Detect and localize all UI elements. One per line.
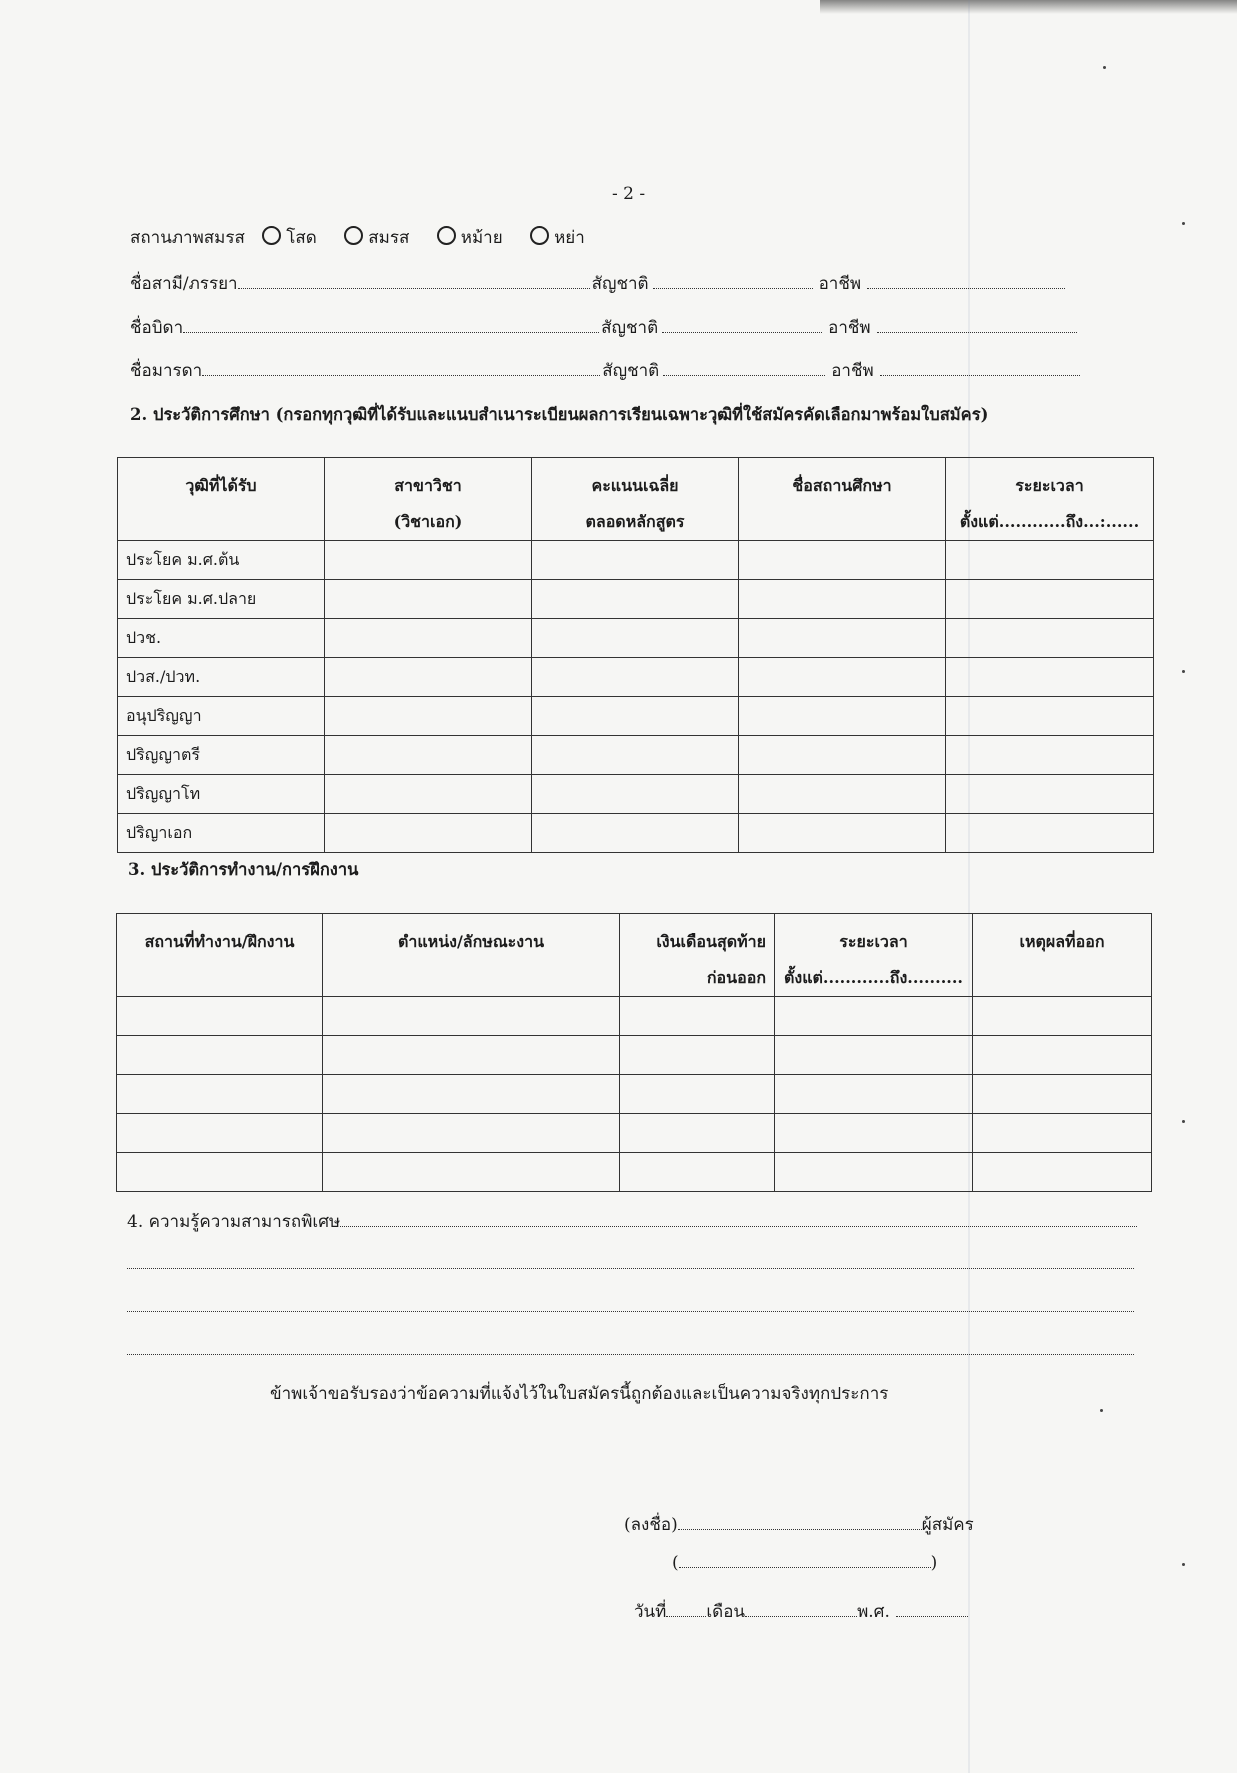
- table-cell[interactable]: [973, 1114, 1152, 1153]
- spouse-occupation-field[interactable]: [867, 274, 1065, 289]
- scan-speck: [1182, 1120, 1185, 1123]
- table-cell[interactable]: [323, 1036, 620, 1075]
- col-period: ระยะเวลา ตั้งแต่............ถึง...:......: [946, 458, 1154, 541]
- paren-open: (: [672, 1553, 679, 1573]
- date-day-label: วันที่: [634, 1602, 667, 1622]
- table-cell[interactable]: [973, 997, 1152, 1036]
- marital-status-row: [130, 224, 607, 251]
- table-cell[interactable]: [739, 619, 946, 658]
- degree-label: ประโยค ม.ศ.ปลาย: [118, 580, 325, 619]
- degree-label: ปวส./ปวท.: [118, 658, 325, 697]
- table-cell[interactable]: [323, 1153, 620, 1192]
- father-occupation-label: อาชีพ: [828, 318, 871, 338]
- table-row: [117, 1114, 1152, 1153]
- table-cell[interactable]: [117, 1075, 323, 1114]
- date-month-label: เดือน: [706, 1602, 746, 1622]
- table-cell[interactable]: [973, 1036, 1152, 1075]
- work-heading: 3. ประวัติการทำงาน/การฝึกงาน: [128, 860, 359, 879]
- mother-occupation-field[interactable]: [880, 361, 1080, 376]
- signature-field[interactable]: [678, 1515, 922, 1530]
- spouse-name-field[interactable]: [238, 274, 590, 289]
- degree-label: ปวช.: [118, 619, 325, 658]
- applicant-label: ผู้สมัคร: [921, 1515, 974, 1535]
- mother-occupation-label: อาชีพ: [831, 361, 874, 381]
- col-last-salary: เงินเดือนสุดท้าย ก่อนออก: [620, 914, 775, 997]
- spouse-occupation-label: อาชีพ: [818, 274, 862, 294]
- degree-label: ปริญญาโท: [118, 775, 325, 814]
- table-row: [118, 541, 1154, 580]
- table-cell[interactable]: [325, 580, 532, 619]
- table-cell[interactable]: [620, 1075, 775, 1114]
- table-cell[interactable]: [325, 697, 532, 736]
- col-major: สาขาวิชา (วิชาเอก): [325, 458, 532, 541]
- col-degree: วุฒิที่ได้รับ: [118, 458, 325, 541]
- sign-label: (ลงชื่อ): [624, 1515, 678, 1535]
- col-position: ตำแหน่ง/ลักษณะงาน: [323, 914, 620, 997]
- table-cell[interactable]: [775, 1114, 973, 1153]
- skills-row: [127, 1208, 1137, 1235]
- spouse-row: [130, 270, 1065, 297]
- skills-label: 4. ความรู้ความสามารถพิเศษ: [127, 1212, 341, 1232]
- father-row: [130, 314, 1077, 341]
- degree-label: ปริญญาตรี: [118, 736, 325, 775]
- table-cell[interactable]: [325, 619, 532, 658]
- signature-row: [624, 1511, 974, 1538]
- day-field[interactable]: [666, 1602, 706, 1617]
- father-nationality-label: สัญชาติ: [601, 318, 659, 338]
- table-cell[interactable]: [775, 1153, 973, 1192]
- col-leave-reason: เหตุผลที่ออก: [973, 914, 1152, 997]
- table-cell[interactable]: [775, 1075, 973, 1114]
- table-cell[interactable]: [946, 775, 1154, 814]
- table-cell[interactable]: [620, 1036, 775, 1075]
- table-row: [118, 658, 1154, 697]
- marital-option-widowed[interactable]: หม้าย: [437, 228, 503, 248]
- scan-speck: [1182, 670, 1185, 673]
- table-row: [117, 1153, 1152, 1192]
- printed-name-row: [672, 1553, 937, 1573]
- table-cell[interactable]: [973, 1075, 1152, 1114]
- scan-speck: [1103, 66, 1106, 69]
- table-cell[interactable]: [739, 697, 946, 736]
- skills-field-line-2[interactable]: [127, 1254, 1134, 1269]
- table-cell[interactable]: [775, 997, 973, 1036]
- table-cell[interactable]: [323, 1114, 620, 1153]
- education-table: [117, 457, 1154, 853]
- table-cell[interactable]: [739, 541, 946, 580]
- table-cell[interactable]: [532, 775, 739, 814]
- table-row: [118, 697, 1154, 736]
- degree-label: ประโยค ม.ศ.ต้น: [118, 541, 325, 580]
- table-cell[interactable]: [117, 1036, 323, 1075]
- radio-circle-icon: [437, 226, 456, 245]
- table-cell[interactable]: [323, 997, 620, 1036]
- education-header-row: [118, 458, 1154, 541]
- table-cell[interactable]: [325, 775, 532, 814]
- mother-name-label: ชื่อมารดา: [130, 361, 203, 381]
- scan-speck: [1100, 1409, 1103, 1412]
- table-cell[interactable]: [620, 1114, 775, 1153]
- marital-status-label: สถานภาพสมรส: [130, 228, 245, 248]
- page-number: - 2 -: [612, 184, 646, 204]
- work-history-table: [116, 913, 1152, 1192]
- spouse-nationality-field[interactable]: [653, 274, 813, 289]
- printed-name-field[interactable]: [679, 1553, 931, 1568]
- table-cell[interactable]: [117, 1153, 323, 1192]
- table-cell[interactable]: [739, 736, 946, 775]
- table-cell[interactable]: [946, 580, 1154, 619]
- spouse-nationality-label: สัญชาติ: [591, 274, 649, 294]
- table-row: [117, 1036, 1152, 1075]
- spouse-name-label: ชื่อสามี/ภรรยา: [130, 274, 238, 294]
- table-cell[interactable]: [946, 541, 1154, 580]
- mother-nationality-field[interactable]: [663, 361, 825, 376]
- table-cell[interactable]: [117, 997, 323, 1036]
- certification-statement: ข้าพเจ้าขอรับรองว่าข้อความที่แจ้งไว้ในใบสมัครนี้ถูกต้องและเป็นความจริงทุกประการ: [270, 1384, 889, 1404]
- date-row: [634, 1598, 968, 1625]
- table-cell[interactable]: [325, 736, 532, 775]
- paren-close: ): [930, 1553, 938, 1573]
- paper-fold-line: [968, 0, 970, 1773]
- table-cell[interactable]: [117, 1114, 323, 1153]
- mother-nationality-label: สัญชาติ: [602, 361, 660, 381]
- radio-circle-icon: [262, 226, 281, 245]
- date-year-label: พ.ศ.: [857, 1602, 890, 1622]
- table-cell[interactable]: [325, 658, 532, 697]
- table-cell[interactable]: [739, 814, 946, 853]
- table-cell[interactable]: [532, 541, 739, 580]
- table-cell[interactable]: [532, 619, 739, 658]
- marital-option-divorced[interactable]: หย่า: [530, 228, 585, 248]
- father-occupation-field[interactable]: [877, 318, 1077, 333]
- table-row: [118, 775, 1154, 814]
- table-cell[interactable]: [739, 580, 946, 619]
- table-cell[interactable]: [532, 658, 739, 697]
- table-row: [118, 736, 1154, 775]
- skills-field-line-3[interactable]: [127, 1297, 1134, 1312]
- father-name-field[interactable]: [183, 318, 599, 333]
- table-cell[interactable]: [532, 814, 739, 853]
- table-cell[interactable]: [532, 697, 739, 736]
- table-cell[interactable]: [325, 814, 532, 853]
- month-field[interactable]: [745, 1602, 857, 1617]
- table-cell[interactable]: [323, 1075, 620, 1114]
- table-cell[interactable]: [325, 541, 532, 580]
- table-cell[interactable]: [739, 775, 946, 814]
- table-row: [117, 1075, 1152, 1114]
- scan-speck: [1182, 222, 1185, 225]
- scan-edge-shadow: [820, 0, 1237, 14]
- year-field[interactable]: [896, 1602, 968, 1617]
- scan-speck: [1182, 1563, 1185, 1566]
- table-cell[interactable]: [973, 1153, 1152, 1192]
- education-heading: 2. ประวัติการศึกษา (กรอกทุกวุฒิที่ได้รับและแนบสำเนาระเบียนผลการเรียนเฉพาะวุฒิที่ใช้สมัครคัดเลือกมาพร้อมใบสมัคร): [130, 405, 989, 424]
- radio-circle-icon: [530, 226, 549, 245]
- table-cell[interactable]: [775, 1036, 973, 1075]
- table-cell[interactable]: [620, 997, 775, 1036]
- table-cell[interactable]: [739, 658, 946, 697]
- father-name-label: ชื่อบิดา: [130, 318, 184, 338]
- skills-field-line-1[interactable]: [340, 1212, 1137, 1227]
- father-nationality-field[interactable]: [662, 318, 822, 333]
- table-row: [118, 580, 1154, 619]
- table-cell[interactable]: [532, 736, 739, 775]
- table-row: [117, 997, 1152, 1036]
- table-cell[interactable]: [620, 1153, 775, 1192]
- col-workplace: สถานที่ทำงาน/ฝึกงาน: [117, 914, 323, 997]
- marital-option-married[interactable]: สมรส: [344, 228, 409, 248]
- table-cell[interactable]: [946, 697, 1154, 736]
- table-cell[interactable]: [946, 814, 1154, 853]
- table-cell[interactable]: [946, 619, 1154, 658]
- marital-option-single[interactable]: โสด: [262, 228, 317, 248]
- col-institution: ชื่อสถานศึกษา: [739, 458, 946, 541]
- skills-field-line-4[interactable]: [127, 1340, 1134, 1355]
- table-cell[interactable]: [532, 580, 739, 619]
- radio-circle-icon: [344, 226, 363, 245]
- table-cell[interactable]: [946, 658, 1154, 697]
- table-row: [118, 619, 1154, 658]
- degree-label: ปริญาเอก: [118, 814, 325, 853]
- table-row: [118, 814, 1154, 853]
- work-header-row: [117, 914, 1152, 997]
- col-gpa: คะแนนเฉลี่ย ตลอดหลักสูตร: [532, 458, 739, 541]
- table-cell[interactable]: [946, 736, 1154, 775]
- mother-row: [130, 357, 1080, 384]
- col-work-period: ระยะเวลา ตั้งแต่............ถึง..........: [775, 914, 973, 997]
- mother-name-field[interactable]: [202, 361, 600, 376]
- degree-label: อนุปริญญา: [118, 697, 325, 736]
